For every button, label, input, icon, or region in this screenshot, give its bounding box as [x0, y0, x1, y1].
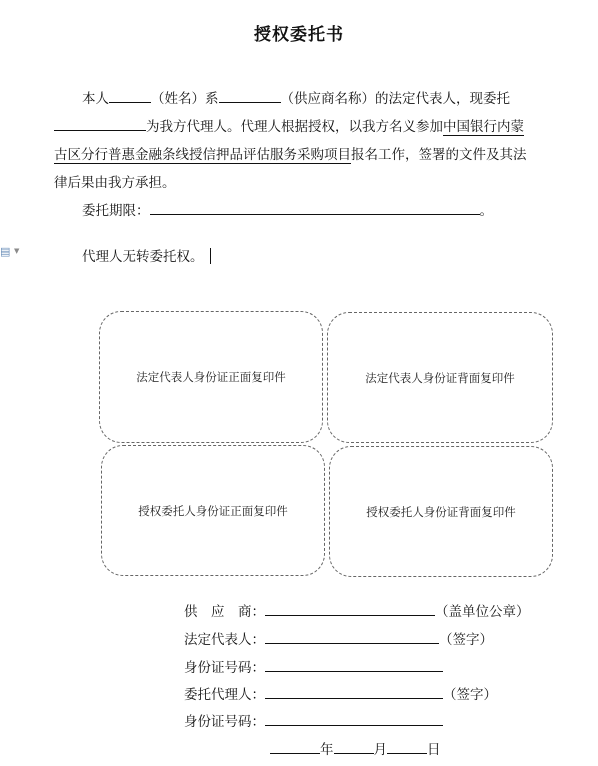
month-label: 月: [373, 742, 387, 758]
text-cursor: [210, 248, 212, 264]
legal-rep-id-back-box: [327, 312, 553, 443]
date-row: [270, 739, 441, 760]
text-ben-ren: 本人: [82, 91, 109, 107]
agent-label: 委托代理人：: [184, 687, 265, 703]
agent-sign-blank[interactable]: [265, 684, 443, 699]
agent-id-row: [184, 711, 443, 732]
supplier-note: （盖单位公章）: [435, 604, 530, 620]
dropdown-arrow-icon[interactable]: ▼: [14, 247, 20, 255]
day-label: 日: [427, 742, 441, 758]
project-name-part2: 古区分行普惠金融条线授信押品评估服务采购项目: [54, 147, 351, 163]
legal-rep-id-row: [184, 657, 443, 678]
agent-id-front-box: [101, 445, 325, 576]
agent-note: （签字）: [443, 687, 497, 703]
legal-rep-blank[interactable]: [265, 629, 439, 644]
supplier-label: 供 应 商：: [184, 604, 265, 620]
project-name-part1: 中国银行内蒙: [443, 119, 524, 135]
supplier-blank[interactable]: [265, 601, 435, 616]
agent-id-back-label: 授权委托人身份证背面复印件: [366, 504, 516, 519]
legal-rep-id-front-box: [99, 311, 323, 443]
para-line-1: [82, 88, 510, 109]
period-blank[interactable]: [150, 200, 480, 215]
day-blank[interactable]: [387, 739, 427, 754]
month-blank[interactable]: [334, 739, 374, 754]
agent-id-label: 身份证号码：: [184, 714, 265, 730]
legal-rep-label: 法定代表人：: [184, 632, 265, 648]
period-end: 。: [479, 203, 493, 219]
text-signing: 报名工作，签署的文件及其法: [351, 147, 527, 163]
paste-options-icon[interactable]: ▤: [0, 245, 11, 258]
supplier-row: [184, 601, 530, 622]
agent-id-front-label: 授权委托人身份证正面复印件: [138, 503, 288, 518]
period-line: [82, 200, 493, 221]
text-agent-desc: 为我方代理人。代理人根据授权，以我方名义参加: [146, 119, 443, 135]
para-line-4: [54, 173, 176, 193]
legal-rep-note: （签字）: [439, 632, 493, 648]
year-label: 年: [320, 742, 334, 758]
agent-blank[interactable]: [54, 116, 146, 131]
period-label: 委托期限：: [82, 203, 150, 219]
legal-rep-id-blank[interactable]: [265, 657, 443, 672]
agent-id-blank[interactable]: [265, 711, 443, 726]
no-subdelegation-text: 代理人无转委托权。: [82, 249, 204, 265]
name-blank[interactable]: [109, 88, 151, 103]
text-supplier-label: （供应商名称）的法定代表人，现委托: [280, 91, 510, 107]
text-name-label: （姓名）系: [151, 91, 219, 107]
legal-rep-row: [184, 629, 493, 650]
legal-rep-id-back-label: 法定代表人身份证背面复印件: [365, 370, 515, 385]
legal-rep-id-label: 身份证号码：: [184, 660, 265, 676]
para-line-2: [54, 116, 524, 137]
legal-rep-id-front-label: 法定代表人身份证正面复印件: [136, 370, 286, 384]
supplier-name-blank[interactable]: [219, 88, 281, 103]
no-subdelegation-line: [82, 247, 211, 267]
document-title: 授权委托书: [254, 25, 344, 45]
text-consequence: 律后果由我方承担。: [54, 175, 176, 191]
para-line-3: [54, 145, 527, 165]
agent-id-back-box: [329, 446, 553, 577]
agent-row: [184, 684, 497, 705]
year-blank[interactable]: [270, 739, 320, 754]
